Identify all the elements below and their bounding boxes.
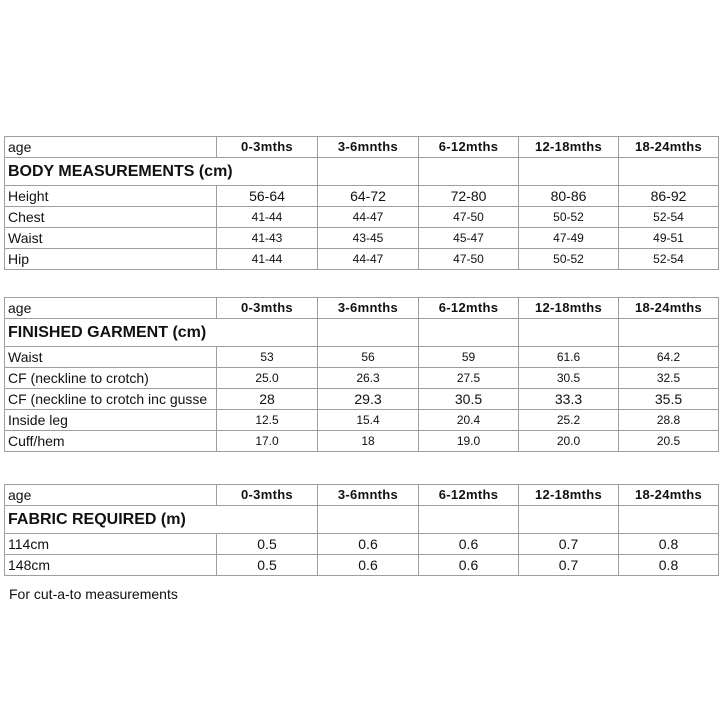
table-cell: 0.5 bbox=[217, 534, 318, 555]
size-header: 3-6mnths bbox=[318, 298, 419, 319]
section-title-row bbox=[5, 506, 719, 534]
table-cell: 49-51 bbox=[619, 228, 719, 249]
body-measurements-table bbox=[4, 136, 719, 270]
table-cell: 64.2 bbox=[619, 347, 719, 368]
table-cell: 59 bbox=[419, 347, 519, 368]
table-row bbox=[5, 431, 719, 452]
table-cell: 27.5 bbox=[419, 368, 519, 389]
table-cell: 29.3 bbox=[318, 389, 419, 410]
row-label: Hip bbox=[5, 249, 217, 270]
table-cell: 56 bbox=[318, 347, 419, 368]
size-header: 0-3mths bbox=[217, 298, 318, 319]
table-cell: 30.5 bbox=[519, 368, 619, 389]
table-cell: 20.4 bbox=[419, 410, 519, 431]
table-cell: 25.2 bbox=[519, 410, 619, 431]
table-cell: 15.4 bbox=[318, 410, 419, 431]
table-row bbox=[5, 347, 719, 368]
table-cell: 45-47 bbox=[419, 228, 519, 249]
table-header-row bbox=[5, 485, 719, 506]
table-row bbox=[5, 368, 719, 389]
table-row bbox=[5, 186, 719, 207]
age-label: age bbox=[5, 298, 217, 319]
table-cell: 47-50 bbox=[419, 249, 519, 270]
table-cell: 19.0 bbox=[419, 431, 519, 452]
section-title-row bbox=[5, 158, 719, 186]
row-label: CF (neckline to crotch inc gusse bbox=[5, 389, 217, 410]
table-cell: 41-43 bbox=[217, 228, 318, 249]
size-header: 18-24mths bbox=[619, 137, 719, 158]
table-cell: 86-92 bbox=[619, 186, 719, 207]
row-label: Cuff/hem bbox=[5, 431, 217, 452]
table-cell: 26.3 bbox=[318, 368, 419, 389]
row-label: 148cm bbox=[5, 555, 217, 576]
body-measurements-title: BODY MEASUREMENTS (cm) bbox=[5, 158, 318, 186]
table-cell: 44-47 bbox=[318, 207, 419, 228]
row-label: Waist bbox=[5, 347, 217, 368]
size-header: 18-24mths bbox=[619, 485, 719, 506]
cut-off-note: For cut-a-to measurements bbox=[9, 586, 178, 602]
age-label: age bbox=[5, 485, 217, 506]
table-cell: 0.6 bbox=[318, 534, 419, 555]
table-cell: 0.6 bbox=[419, 555, 519, 576]
table-cell: 52-54 bbox=[619, 249, 719, 270]
table-cell: 53 bbox=[217, 347, 318, 368]
table-header-row bbox=[5, 137, 719, 158]
table-cell: 52-54 bbox=[619, 207, 719, 228]
row-label: Chest bbox=[5, 207, 217, 228]
size-chart-sheet bbox=[4, 136, 718, 602]
table-cell: 64-72 bbox=[318, 186, 419, 207]
table-cell: 18 bbox=[318, 431, 419, 452]
table-header-row bbox=[5, 298, 719, 319]
age-label: age bbox=[5, 137, 217, 158]
table-cell: 0.7 bbox=[519, 534, 619, 555]
fabric-required-title: FABRIC REQUIRED (m) bbox=[5, 506, 318, 534]
table-cell: 17.0 bbox=[217, 431, 318, 452]
table-cell: 35.5 bbox=[619, 389, 719, 410]
size-header: 12-18mths bbox=[519, 137, 619, 158]
table-cell: 0.6 bbox=[318, 555, 419, 576]
size-header: 18-24mths bbox=[619, 298, 719, 319]
table-row bbox=[5, 228, 719, 249]
size-header: 3-6mnths bbox=[318, 137, 419, 158]
table-cell: 41-44 bbox=[217, 249, 318, 270]
table-cell: 56-64 bbox=[217, 186, 318, 207]
row-label: Height bbox=[5, 186, 217, 207]
row-label: 114cm bbox=[5, 534, 217, 555]
finished-garment-title: FINISHED GARMENT (cm) bbox=[5, 319, 318, 347]
table-cell: 50-52 bbox=[519, 249, 619, 270]
size-header: 6-12mths bbox=[419, 485, 519, 506]
table-cell: 0.8 bbox=[619, 534, 719, 555]
fabric-required-table bbox=[4, 484, 719, 576]
table-cell: 32.5 bbox=[619, 368, 719, 389]
table-row bbox=[5, 555, 719, 576]
row-label: Inside leg bbox=[5, 410, 217, 431]
table-cell: 30.5 bbox=[419, 389, 519, 410]
finished-garment-table bbox=[4, 297, 719, 452]
table-cell: 33.3 bbox=[519, 389, 619, 410]
row-label: Waist bbox=[5, 228, 217, 249]
table-cell: 72-80 bbox=[419, 186, 519, 207]
table-cell: 47-49 bbox=[519, 228, 619, 249]
table-cell: 50-52 bbox=[519, 207, 619, 228]
table-cell: 80-86 bbox=[519, 186, 619, 207]
table-cell: 28 bbox=[217, 389, 318, 410]
table-cell: 61.6 bbox=[519, 347, 619, 368]
table-cell: 0.5 bbox=[217, 555, 318, 576]
size-header: 12-18mths bbox=[519, 485, 619, 506]
row-label: CF (neckline to crotch) bbox=[5, 368, 217, 389]
table-row bbox=[5, 534, 719, 555]
table-cell: 0.6 bbox=[419, 534, 519, 555]
size-header: 0-3mths bbox=[217, 485, 318, 506]
table-cell: 20.0 bbox=[519, 431, 619, 452]
table-cell: 28.8 bbox=[619, 410, 719, 431]
table-cell: 47-50 bbox=[419, 207, 519, 228]
table-cell: 12.5 bbox=[217, 410, 318, 431]
size-header: 6-12mths bbox=[419, 137, 519, 158]
table-row bbox=[5, 207, 719, 228]
table-cell: 44-47 bbox=[318, 249, 419, 270]
table-cell: 0.7 bbox=[519, 555, 619, 576]
table-cell: 20.5 bbox=[619, 431, 719, 452]
size-header: 6-12mths bbox=[419, 298, 519, 319]
size-header: 12-18mths bbox=[519, 298, 619, 319]
table-cell: 41-44 bbox=[217, 207, 318, 228]
table-row bbox=[5, 249, 719, 270]
table-cell: 0.8 bbox=[619, 555, 719, 576]
table-cell: 43-45 bbox=[318, 228, 419, 249]
size-header: 3-6mnths bbox=[318, 485, 419, 506]
table-cell: 25.0 bbox=[217, 368, 318, 389]
size-header: 0-3mths bbox=[217, 137, 318, 158]
table-row bbox=[5, 410, 719, 431]
section-title-row bbox=[5, 319, 719, 347]
table-row bbox=[5, 389, 719, 410]
